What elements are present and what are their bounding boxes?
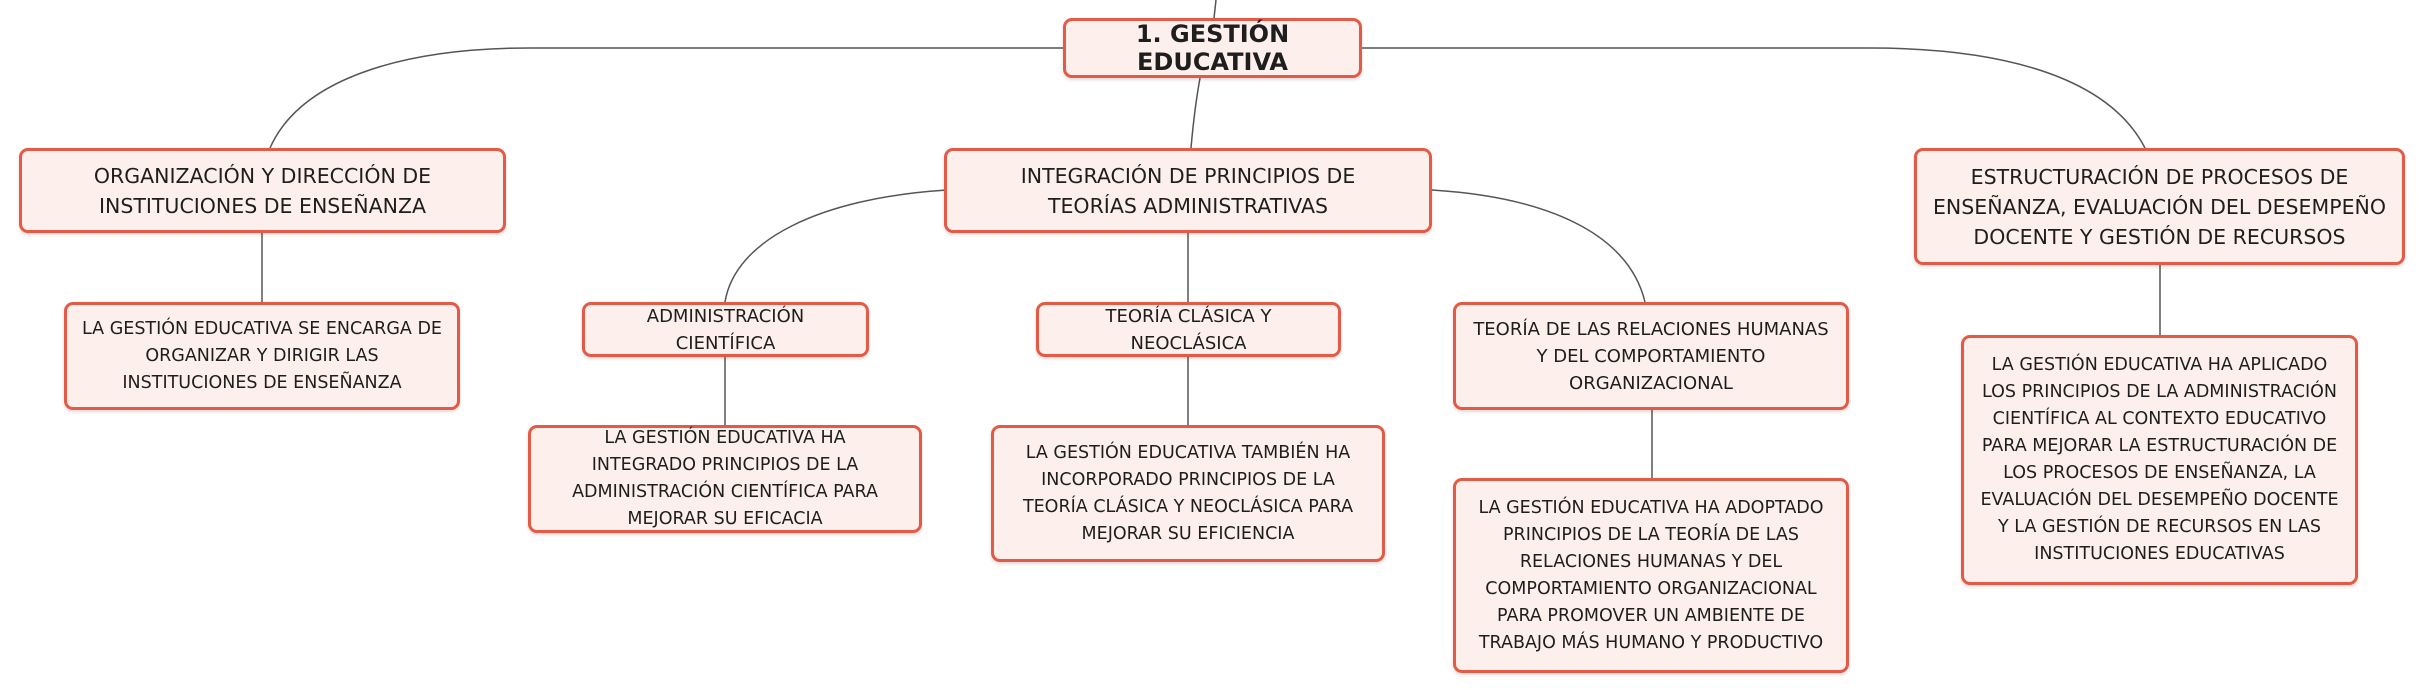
connector-integracion-relaciones	[1432, 190, 1645, 302]
branch-organizacion-title: ORGANIZACIÓN Y DIRECCIÓN DE INSTITUCIONES DE ENSEÑANZA	[93, 163, 432, 218]
connector-integracion-cientifica	[725, 190, 947, 302]
estructuracion-detail[interactable]	[1961, 335, 2358, 585]
administracion-cientifica-title: ADMINISTRACIÓN CIENTÍFICA	[646, 305, 805, 354]
root-title: 1. GESTIÓN EDUCATIVA	[1135, 20, 1290, 76]
administracion-cientifica-detail-text: LA GESTIÓN EDUCATIVA HA INTEGRADO PRINCIPIOS DE LA ADMINISTRACIÓN CIENTÍFICA PARA MEJORAR SU EFICACIA	[572, 428, 878, 529]
connector-root-estructuracion	[1362, 48, 2145, 148]
branch-estructuracion[interactable]	[1914, 148, 2405, 265]
connector-root-integracion	[1191, 78, 1200, 148]
relaciones-humanas-detail[interactable]	[1453, 478, 1849, 673]
branch-organizacion[interactable]	[19, 148, 506, 233]
connector-root-organizacion	[270, 48, 1063, 148]
organizacion-detail[interactable]	[64, 302, 460, 410]
node-administracion-cientifica[interactable]	[582, 302, 869, 357]
connector-root-up	[1214, 0, 1216, 18]
teoria-clasica-detail-text: LA GESTIÓN EDUCATIVA TAMBIÉN HA INCORPORADO PRINCIPIOS DE LA TEORÍA CLÁSICA Y NEOCLÁSICA PARA MEJORAR SU EFICIENCIA	[1022, 442, 1354, 544]
branch-estructuracion-title: ESTRUCTURACIÓN DE PROCESOS DE ENSEÑANZA, EVALUACIÓN DEL DESEMPEÑO DOCENTE Y GESTIÓN DE RECURSOS	[1932, 164, 2386, 249]
estructuracion-detail-text: LA GESTIÓN EDUCATIVA HA APLICADO LOS PRINCIPIOS DE LA ADMINISTRACIÓN CIENTÍFICA AL CONTEXTO EDUCATIVO PARA MEJORAR LA ESTRUCTURACIÓN DE LOS PROCESOS DE ENSEÑANZA, LA EVALUACIÓN DEL DESEMPEÑO DOCENTE Y LA GESTIÓN DE RECURSOS EN LAS INSTITUCIONES EDUCATIVAS	[1980, 355, 2339, 564]
organizacion-detail-text: LA GESTIÓN EDUCATIVA SE ENCARGA DE ORGANIZAR Y DIRIGIR LAS INSTITUCIONES DE ENSEÑANZA	[82, 318, 442, 393]
root-node[interactable]	[1063, 18, 1362, 78]
teoria-clasica-title: TEORÍA CLÁSICA Y NEOCLÁSICA	[1105, 305, 1272, 354]
relaciones-humanas-detail-text: LA GESTIÓN EDUCATIVA HA ADOPTADO PRINCIPIOS DE LA TEORÍA DE LAS RELACIONES HUMANAS Y DEL COMPORTAMIENTO ORGANIZACIONAL PARA PROMOVER UN AMBIENTE DE TRABAJO MÁS HUMANO Y PRODUCTIVO	[1478, 497, 1824, 653]
relaciones-humanas-title: TEORÍA DE LAS RELACIONES HUMANAS Y DEL COMPORTAMIENTO ORGANIZACIONAL	[1473, 318, 1829, 394]
administracion-cientifica-detail[interactable]	[528, 425, 922, 533]
branch-integracion[interactable]	[944, 148, 1432, 233]
node-teoria-clasica[interactable]	[1036, 302, 1341, 357]
branch-integracion-title: INTEGRACIÓN DE PRINCIPIOS DE TEORÍAS ADMINISTRATIVAS	[1020, 163, 1356, 218]
teoria-clasica-detail[interactable]	[991, 425, 1385, 562]
node-relaciones-humanas[interactable]	[1453, 302, 1849, 410]
